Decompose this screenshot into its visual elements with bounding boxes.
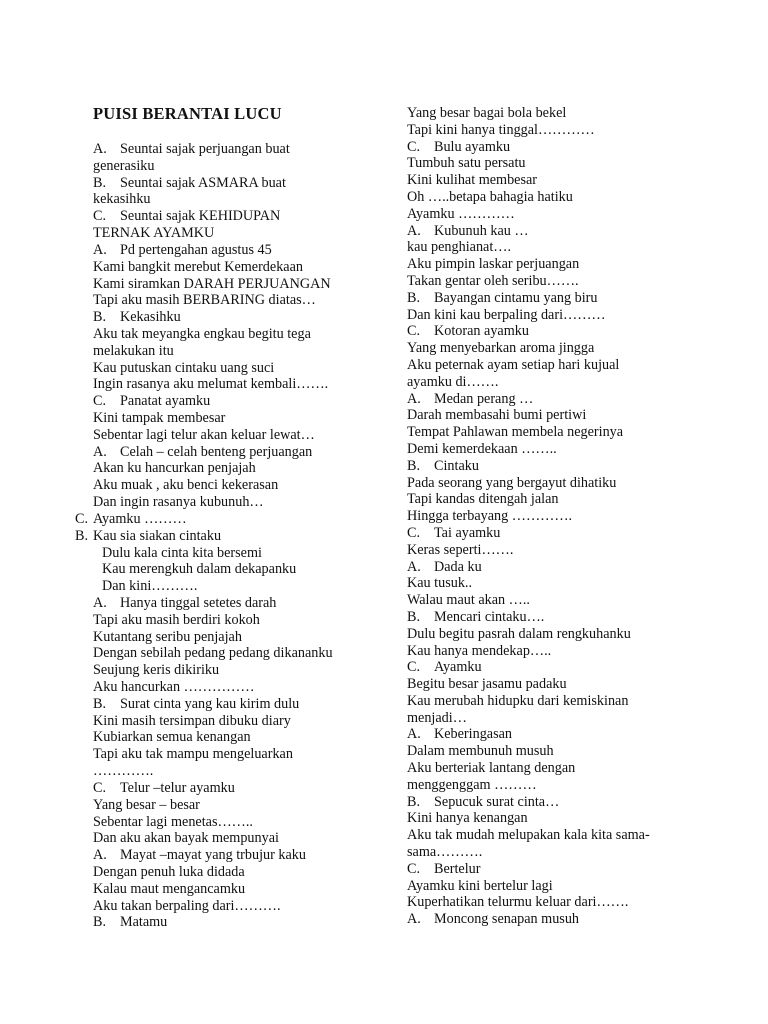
- line-text: Kau merubah hidupku dari kemiskinan: [407, 692, 629, 709]
- line-text: generasiku: [93, 157, 155, 174]
- stanza-label: A.: [93, 594, 107, 611]
- poem-line: [93, 797, 393, 814]
- line-text: Yang besar – besar: [93, 796, 200, 813]
- stanza-label: A.: [93, 141, 107, 157]
- poem-line: [93, 898, 393, 915]
- line-text: Medan perang …: [434, 390, 534, 407]
- line-text: Panatat ayamku: [120, 393, 211, 410]
- line-text: Mencari cintaku….: [434, 608, 545, 625]
- poem-line: [93, 326, 393, 343]
- line-text: menjadi…: [407, 709, 467, 726]
- line-text: Kini masih tersimpan dibuku diary: [93, 712, 291, 729]
- poem-line: [407, 491, 692, 508]
- stanza-label: A.: [93, 847, 107, 864]
- stanza-label: A.: [407, 390, 421, 407]
- line-text: Pada seorang yang bergayut dihatiku: [407, 474, 617, 491]
- line-text: Walau maut akan …..: [407, 592, 530, 609]
- line-text: Dengan penuh luka didada: [93, 863, 245, 880]
- poem-line: [93, 561, 393, 578]
- poem-line: [407, 424, 692, 441]
- line-text: Dengan sebilah pedang pedang dikananku: [93, 645, 333, 662]
- poem-line: [93, 713, 393, 730]
- stanza-label: C.: [93, 208, 107, 225]
- poem-line: [407, 206, 692, 223]
- line-text: Sebentar lagi telur akan keluar lewat…: [93, 426, 315, 443]
- line-text: Bulu ayamku: [434, 138, 511, 155]
- poem-line: [93, 679, 393, 696]
- line-text: Aku peternak ayam setiap hari kujual: [407, 356, 620, 373]
- line-text: Surat cinta yang kau kirim dulu: [120, 695, 300, 712]
- poem-line: [93, 847, 393, 864]
- poem-line: [407, 575, 692, 592]
- line-text: Seuntai sajak ASMARA buat: [120, 174, 286, 191]
- poem-line: [407, 676, 692, 693]
- poem-line: [93, 545, 393, 562]
- poem-line: [93, 662, 393, 679]
- poem-line: [407, 374, 692, 391]
- line-text: Kubiarkan semua kenangan: [93, 729, 251, 746]
- line-text: Dada ku: [434, 558, 482, 575]
- poem-line: [407, 122, 692, 139]
- stanza-label: B.: [75, 527, 89, 544]
- line-text: Dulu kala cinta kita bersemi: [102, 544, 262, 561]
- line-text: Ayamku ………: [93, 510, 187, 527]
- line-text: Matamu: [120, 914, 168, 931]
- poem-line: [407, 911, 692, 928]
- line-text: Mayat –mayat yang trbujur kaku: [120, 847, 306, 864]
- poem-line: [407, 323, 692, 340]
- line-text: Keberingasan: [434, 726, 512, 743]
- line-text: Kutantang seribu penjajah: [93, 628, 242, 645]
- poem-line: [407, 525, 692, 542]
- poem-line: [93, 427, 393, 444]
- line-text: Darah membasahi bumi pertiwi: [407, 407, 587, 424]
- line-text: Cintaku: [434, 457, 479, 474]
- stanza-label: B.: [407, 608, 421, 625]
- stanza-label: C.: [407, 138, 421, 155]
- line-text: menggenggam ………: [407, 776, 537, 793]
- stanza-label: A.: [407, 726, 421, 743]
- poem-line: [407, 458, 692, 475]
- poem-line: [407, 743, 692, 760]
- poem-line: [407, 407, 692, 424]
- line-text: Kau tusuk..: [407, 575, 473, 592]
- poem-line: [407, 693, 692, 710]
- poem-line: [93, 595, 393, 612]
- stanza-label: C.: [407, 524, 421, 541]
- poem-line: [407, 223, 692, 240]
- poem-line: [407, 794, 692, 811]
- line-text: Kau merengkuh dalam dekapanku: [102, 561, 297, 578]
- line-text: Hingga terbayang ………….: [407, 508, 573, 525]
- poem-line: [407, 894, 692, 911]
- line-text: Ayamku kini bertelur lagi: [407, 877, 553, 894]
- poem-line: [93, 746, 393, 763]
- line-text: Dan aku akan bayak mempunyai: [93, 830, 279, 847]
- poem-line: [93, 612, 393, 629]
- stanza-label: B.: [93, 695, 107, 712]
- poem-line: [407, 172, 692, 189]
- poem-line: [407, 508, 692, 525]
- poem-line: [407, 273, 692, 290]
- poem-line: [407, 643, 692, 660]
- line-text: Dan kini……….: [102, 578, 198, 595]
- line-text: Moncong senapan musuh: [434, 911, 580, 928]
- stanza-label: A.: [93, 443, 107, 460]
- poem-line: [93, 208, 393, 225]
- poem-line: [407, 105, 692, 122]
- line-text: Keras seperti…….: [407, 541, 514, 558]
- line-text: Kau putuskan cintaku uang suci: [93, 359, 275, 376]
- stanza-label: C.: [93, 393, 107, 410]
- line-text: Seujung keris dikiriku: [93, 662, 220, 679]
- line-text: Takan gentar oleh seribu…….: [407, 272, 579, 289]
- poem-line: [93, 729, 393, 746]
- poem-line: [93, 158, 393, 175]
- stanza-label: B.: [93, 309, 107, 326]
- line-text: Bayangan cintamu yang biru: [434, 289, 598, 306]
- line-text: Ayamku …………: [407, 205, 515, 222]
- line-text: ayamku di…….: [407, 373, 499, 390]
- poem-line: [93, 494, 393, 511]
- line-text: melakukan itu: [93, 342, 174, 359]
- poem-line: [93, 276, 393, 293]
- poem-line: [93, 645, 393, 662]
- poem-line: [93, 191, 393, 208]
- line-text: sama……….: [407, 844, 483, 861]
- line-text: Kalau maut mengancamku: [93, 880, 246, 897]
- line-text: Yang menyebarkan aroma jingga: [407, 340, 595, 357]
- line-text: Kekasihku: [120, 309, 181, 326]
- poem-line: [407, 878, 692, 895]
- line-text: Begitu besar jasamu padaku: [407, 676, 567, 693]
- line-text: Kami bangkit merebut Kemerdekaan: [93, 258, 303, 275]
- line-text: Kau hanya mendekap…..: [407, 642, 552, 659]
- line-text: Oh …..betapa bahagia hatiku: [407, 188, 573, 205]
- line-text: Telur –telur ayamku: [120, 779, 235, 796]
- poem-line: [407, 256, 692, 273]
- line-text: Aku hancurkan ……………: [93, 679, 255, 695]
- poem-line: [93, 225, 393, 242]
- line-text: Demi kemerdekaan ……..: [407, 440, 557, 457]
- poem-line: [93, 696, 393, 713]
- line-text: Kuperhatikan telurmu keluar dari…….: [407, 894, 629, 911]
- line-text: Aku pimpin laskar perjuangan: [407, 256, 580, 273]
- line-text: Tapi aku masih berdiri kokoh: [93, 611, 260, 628]
- poem-line: [407, 609, 692, 626]
- poem-title: PUISI BERANTAI LUCU: [93, 104, 282, 123]
- line-text: Yang besar bagai bola bekel: [407, 105, 567, 121]
- poem-line: [93, 914, 393, 931]
- left-column: [75, 141, 393, 931]
- poem-line: [407, 307, 692, 324]
- stanza-label: A.: [93, 241, 107, 258]
- poem-line: [407, 139, 692, 156]
- stanza-label: B.: [407, 457, 421, 474]
- line-text: TERNAK AYAMKU: [93, 225, 215, 242]
- poem-line: [407, 827, 692, 844]
- poem-line: [93, 376, 393, 393]
- poem-line: [93, 292, 393, 309]
- poem-line: [407, 659, 692, 676]
- line-text: Tapi kandas ditengah jalan: [407, 491, 559, 508]
- stanza-label: C.: [75, 510, 89, 527]
- poem-line: [93, 830, 393, 847]
- right-column: [407, 105, 692, 928]
- line-text: Seuntai sajak perjuangan buat: [120, 141, 290, 157]
- line-text: Kini kulihat membesar: [407, 172, 538, 189]
- poem-line: [407, 777, 692, 794]
- stanza-label: B.: [93, 914, 107, 931]
- stanza-label: C.: [407, 659, 421, 676]
- line-text: Ingin rasanya aku melumat kembali…….: [93, 376, 329, 393]
- line-text: Tapi aku masih BERBARING diatas…: [93, 292, 316, 309]
- line-text: kau penghianat….: [407, 239, 512, 256]
- line-text: Kotoran ayamku: [434, 323, 529, 340]
- line-text: Tapi aku tak mampu mengeluarkan: [93, 746, 293, 763]
- poem-line: [407, 810, 692, 827]
- poem-line: [407, 189, 692, 206]
- poem-line: [407, 592, 692, 609]
- poem-line: [93, 175, 393, 192]
- line-text: Dan ingin rasanya kubunuh…: [93, 494, 264, 511]
- line-text: Pd pertengahan agustus 45: [120, 241, 272, 258]
- poem-line: [93, 477, 393, 494]
- poem-line: [93, 578, 393, 595]
- line-text: Tai ayamku: [434, 524, 501, 541]
- poem-line: [93, 242, 393, 259]
- line-text: Kau sia siakan cintaku: [93, 527, 222, 544]
- poem-line: [93, 864, 393, 881]
- line-text: Sebentar lagi menetas……..: [93, 813, 253, 830]
- line-text: Tumbuh satu persatu: [407, 155, 526, 172]
- stanza-label: B.: [93, 174, 107, 191]
- line-text: Hanya tinggal setetes darah: [120, 594, 277, 611]
- poem-line: [407, 290, 692, 307]
- line-text: Aku tak mudah melupakan kala kita sama-: [407, 827, 650, 844]
- line-text: Aku takan berpaling dari……….: [93, 897, 281, 914]
- stanza-label: B.: [407, 289, 421, 306]
- line-text: Aku berteriak lantang dengan: [407, 760, 576, 777]
- poem-line: [407, 726, 692, 743]
- poem-line: [407, 626, 692, 643]
- line-text: Aku muak , aku benci kekerasan: [93, 477, 279, 494]
- line-text: ………….: [93, 763, 154, 780]
- poem-line: [93, 360, 393, 377]
- line-text: Kami siramkan DARAH PERJUANGAN: [93, 275, 331, 292]
- poem-line: [75, 510, 393, 528]
- poem-line: [93, 780, 393, 797]
- poem-line: [407, 844, 692, 861]
- line-text: Kini hanya kenangan: [407, 810, 528, 827]
- poem-line: [93, 393, 393, 410]
- poem-line: [75, 527, 393, 545]
- line-text: Celah – celah benteng perjuangan: [120, 443, 313, 460]
- stanza-label: C.: [407, 860, 421, 877]
- line-text: Seuntai sajak KEHIDUPAN: [120, 208, 281, 225]
- stanza-label: C.: [407, 323, 421, 340]
- poem-line: [407, 441, 692, 458]
- line-text: Tapi kini hanya tinggal…………: [407, 121, 595, 138]
- line-text: Bertelur: [434, 860, 481, 877]
- stanza-label: C.: [93, 779, 107, 796]
- line-text: Tempat Pahlawan membela negerinya: [407, 424, 624, 441]
- line-text: Kini tampak membesar: [93, 410, 226, 426]
- line-text: Aku tak meyangka engkau begitu tega: [93, 325, 311, 342]
- poem-line: [407, 559, 692, 576]
- poem-line: [93, 141, 393, 158]
- poem-line: [93, 629, 393, 646]
- stanza-label: A.: [407, 558, 421, 575]
- stanza-label: A.: [407, 222, 421, 239]
- stanza-label: B.: [407, 793, 421, 810]
- poem-line: [407, 357, 692, 374]
- poem-line: [407, 239, 692, 256]
- poem-line: [407, 475, 692, 492]
- poem-line: [93, 343, 393, 360]
- poem-line: [407, 340, 692, 357]
- poem-line: [93, 410, 393, 427]
- poem-line: [407, 760, 692, 777]
- line-text: Sepucuk surat cinta…: [434, 793, 560, 810]
- line-text: Akan ku hancurkan penjajah: [93, 460, 256, 477]
- poem-line: [407, 542, 692, 559]
- poem-line: [407, 861, 692, 878]
- poem-line: [407, 391, 692, 408]
- line-text: Ayamku: [434, 659, 482, 676]
- poem-line: [93, 881, 393, 898]
- stanza-label: A.: [407, 911, 421, 928]
- poem-line: [93, 460, 393, 477]
- poem-line: [407, 155, 692, 172]
- poem-line: [407, 710, 692, 727]
- line-text: Dulu begitu pasrah dalam rengkuhanku: [407, 625, 631, 642]
- line-text: Kubunuh kau …: [434, 222, 529, 239]
- line-text: Dalam membunuh musuh: [407, 743, 554, 760]
- poem-line: [93, 763, 393, 780]
- poem-line: [93, 444, 393, 461]
- poem-line: [93, 259, 393, 276]
- line-text: Dan kini kau berpaling dari………: [407, 306, 606, 323]
- poem-line: [93, 309, 393, 326]
- poem-line: [93, 814, 393, 831]
- line-text: kekasihku: [93, 191, 151, 208]
